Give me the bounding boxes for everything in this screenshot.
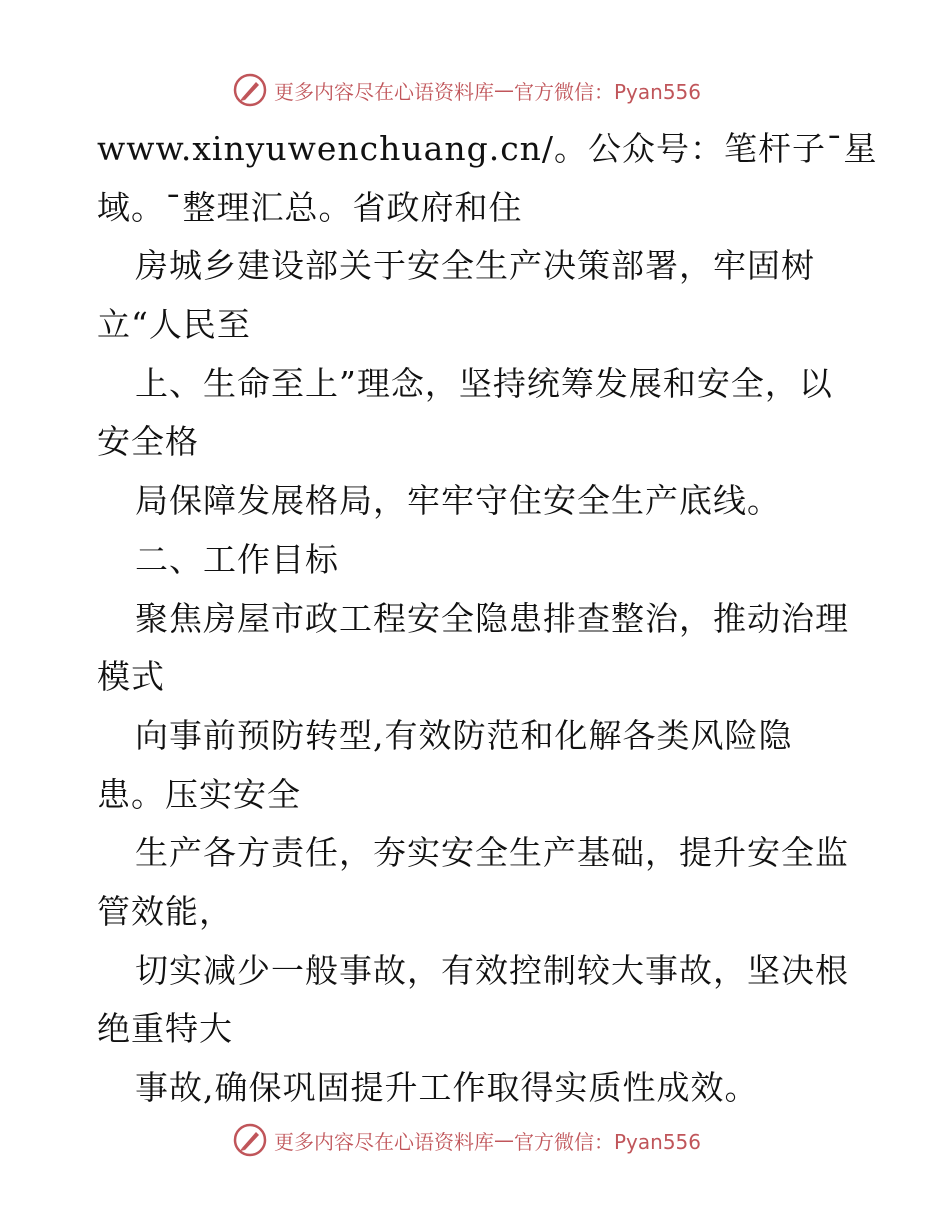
watermark-dash: —: [494, 78, 514, 102]
text-line: 绝重特大: [97, 1009, 233, 1049]
text-line: 事故,确保巩固提升工作取得实质性成效。: [135, 1068, 759, 1107]
text-line: 上、生命至上”理念，坚持统筹发展和安全，以: [135, 363, 833, 403]
text-line: 患。压实安全: [97, 774, 301, 814]
watermark-contact: 官方微信：Pyan556: [514, 1129, 702, 1154]
document-body: [97, 120, 877, 1118]
text-line: 聚焦房屋市政工程安全隐患排查整治，推动治理: [135, 598, 849, 638]
text-line: 管效能，: [97, 891, 233, 931]
watermark-text: 更多内容尽在心语资料库: [274, 1129, 494, 1154]
text-line: 模式: [97, 657, 165, 697]
footer-watermark: [232, 1120, 701, 1160]
watermark-text: 更多内容尽在心语资料库: [274, 79, 494, 104]
text-line: 域。¯整理汇总。省政府和住: [97, 187, 523, 227]
text-line: www.xinyuwenchuang.cn/。公众号：笔杆子¯星: [97, 129, 878, 168]
section-heading: 二、工作目标: [135, 539, 339, 579]
text-line: 安全格: [97, 422, 199, 462]
text-line: 立“人民至: [97, 305, 251, 345]
text-line: 向事前预防转型,有效防范和化解各类风险隐: [135, 715, 793, 755]
text-line: 生产各方责任，夯实安全生产基础，提升安全监: [135, 833, 849, 873]
brand-logo-icon: [232, 72, 268, 108]
text-line: 切实减少一般事故，有效控制较大事故，坚决根: [135, 950, 849, 990]
watermark-contact: 官方微信：Pyan556: [514, 79, 702, 104]
text-line: 房城乡建设部关于安全生产决策部署，牢固树: [135, 246, 815, 286]
brand-logo-icon: [232, 1122, 268, 1158]
header-watermark: [232, 70, 701, 110]
text-line: 局保障发展格局，牢牢守住安全生产底线。: [135, 481, 781, 521]
watermark-dash: —: [494, 1128, 514, 1152]
